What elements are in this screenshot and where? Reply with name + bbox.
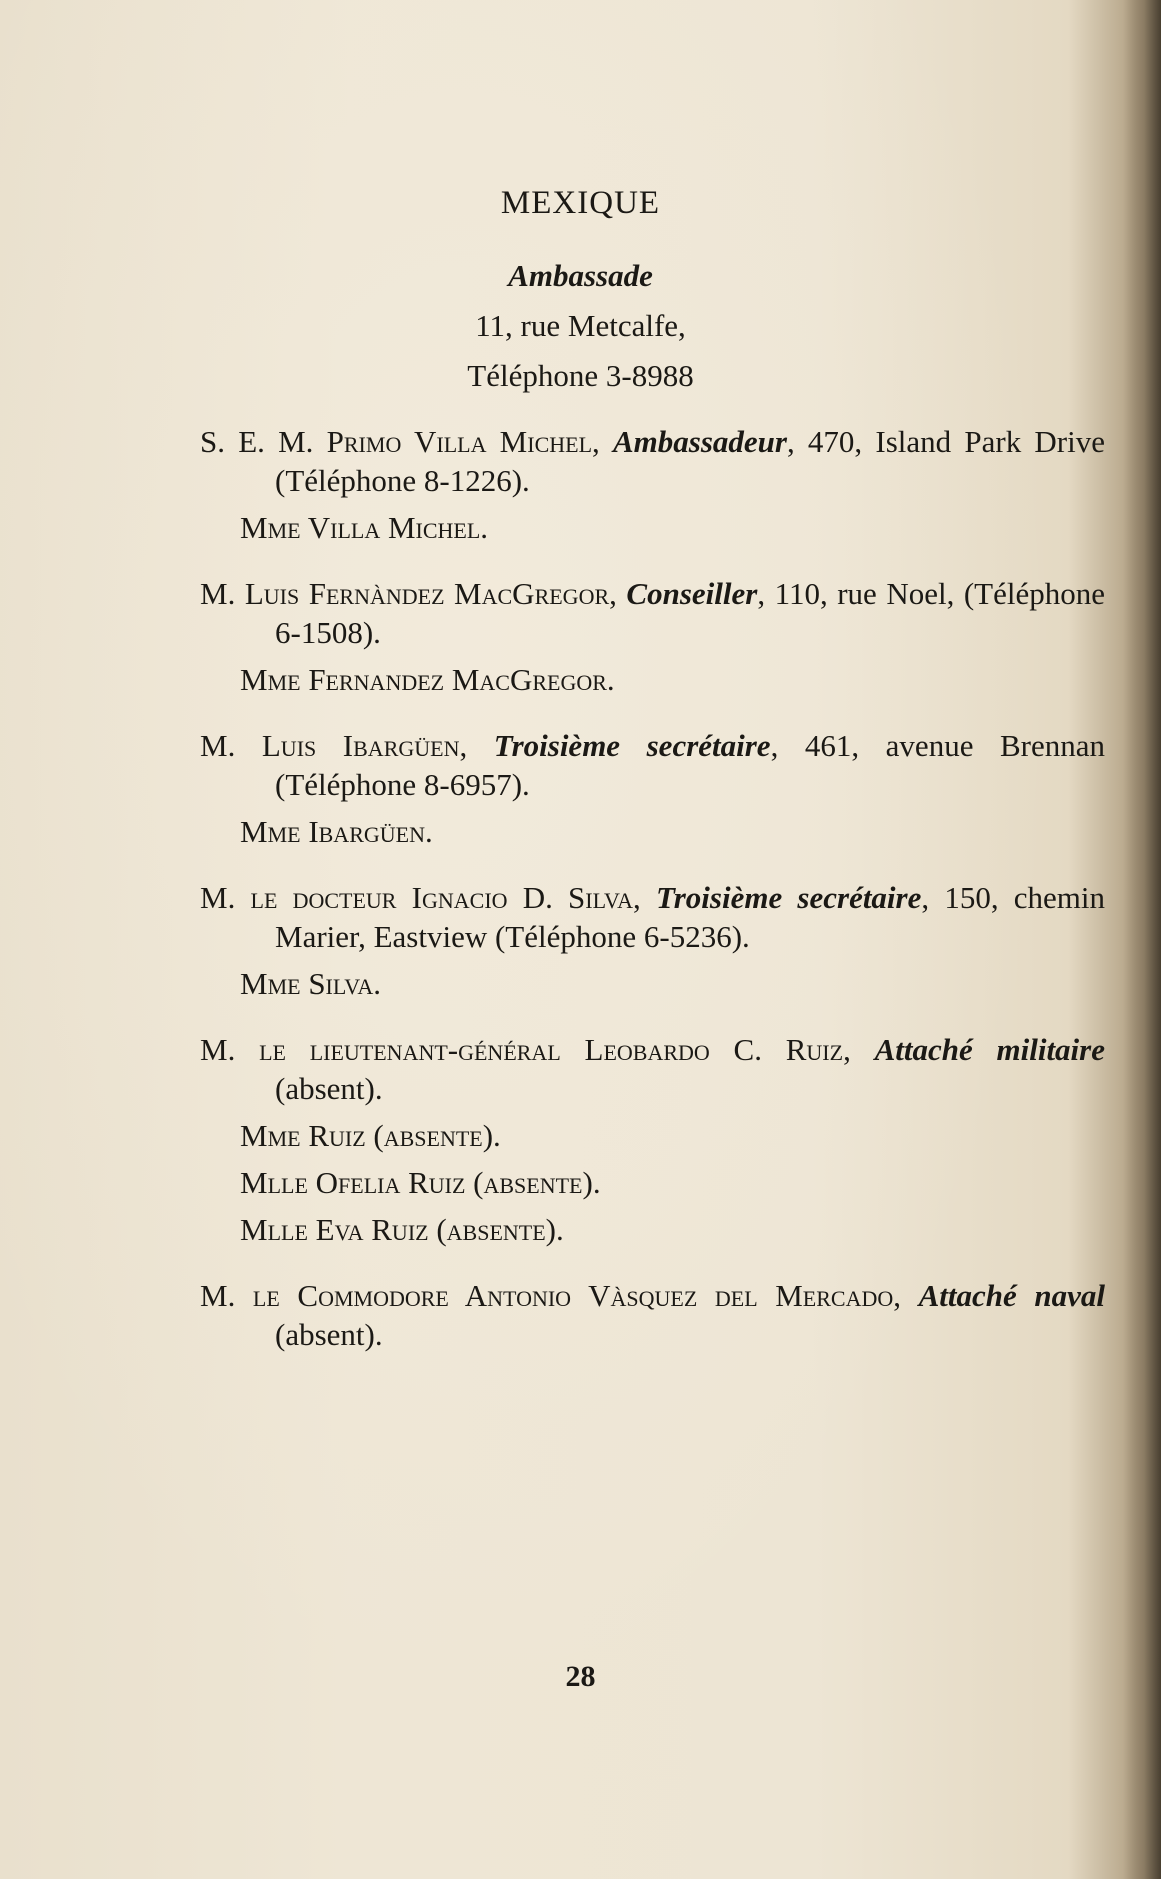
family-line: Mlle Ofelia Ruiz (absente). <box>240 1165 601 1200</box>
honorific: M. <box>200 576 245 611</box>
spouse-line: Mme Ibargüen. <box>240 814 433 849</box>
staff-title: Troisième secrétaire <box>655 880 922 915</box>
staff-entry-main <box>200 878 1105 956</box>
staff-details: , 461, avenue Brennan (Téléphone 8-6957). <box>275 728 1106 802</box>
separator: , <box>893 1278 919 1313</box>
staff-entry-main <box>200 422 1105 500</box>
staff-title: Attaché militaire <box>874 1032 1105 1067</box>
staff-details: , 470, Island Park Drive (Téléphone 8-1226). <box>275 424 1105 498</box>
staff-entry-third-secretary <box>200 726 1105 851</box>
spouse-line: Mme Ruiz (absente). <box>240 1118 501 1153</box>
staff-list <box>200 422 1105 1381</box>
staff-entry-main <box>200 1030 1105 1108</box>
separator: , <box>592 424 613 459</box>
staff-name: Luis Ibargüen <box>261 728 460 763</box>
staff-details: (absent). <box>275 1071 383 1106</box>
separator: , <box>843 1032 875 1067</box>
staff-details: , 110, rue Noel, (Téléphone 6-1508). <box>275 576 1106 650</box>
honorific: M. <box>200 728 262 763</box>
mission-type: Ambassade <box>508 258 653 293</box>
staff-entry-main <box>200 1276 1105 1354</box>
separator: , <box>609 576 627 611</box>
staff-entry-main <box>200 574 1105 652</box>
staff-name: le Commodore Antonio Vàsquez del Mercado <box>252 1278 894 1313</box>
staff-name: le lieutenant-général Leobardo C. Ruiz <box>259 1032 844 1067</box>
staff-name: Luis Fernàndez MacGregor <box>244 576 610 611</box>
staff-entry-military-attache <box>200 1030 1105 1249</box>
page-number: 28 <box>565 1660 596 1693</box>
separator: , <box>633 880 656 915</box>
staff-entry-third-secretary-2 <box>200 878 1105 1003</box>
separator: , <box>459 728 494 763</box>
country-heading: MEXIQUE <box>500 185 661 221</box>
staff-title: Conseiller <box>626 576 758 611</box>
staff-details: (absent). <box>275 1317 383 1352</box>
staff-entry-counsellor <box>200 574 1105 699</box>
spouse-line: Mme Villa Michel. <box>240 510 489 545</box>
staff-entry-main <box>200 726 1105 804</box>
staff-entry-ambassador <box>200 422 1105 547</box>
embassy-telephone: Téléphone 3-8988 <box>467 358 694 393</box>
embassy-address: 11, rue Metcalfe, <box>475 308 686 343</box>
honorific: S. E. M. <box>200 424 327 459</box>
honorific: M. <box>200 1032 260 1067</box>
family-line: Mlle Eva Ruiz (absente). <box>240 1212 564 1247</box>
staff-title: Ambassadeur <box>612 424 787 459</box>
staff-details: , 150, chemin Marier, Eastview (Téléphone 6-5236). <box>275 880 1106 954</box>
spouse-line: Mme Fernandez MacGregor. <box>240 662 615 697</box>
staff-name: Primo Villa Michel <box>326 424 593 459</box>
staff-title: Troisième secrétaire <box>493 728 771 763</box>
honorific: M. <box>200 880 251 915</box>
staff-title: Attaché naval <box>918 1278 1105 1313</box>
honorific: M. <box>200 1278 253 1313</box>
spouse-line: Mme Silva. <box>240 966 381 1001</box>
staff-entry-naval-attache <box>200 1276 1105 1354</box>
staff-name: le docteur Ignacio D. Silva <box>250 880 633 915</box>
